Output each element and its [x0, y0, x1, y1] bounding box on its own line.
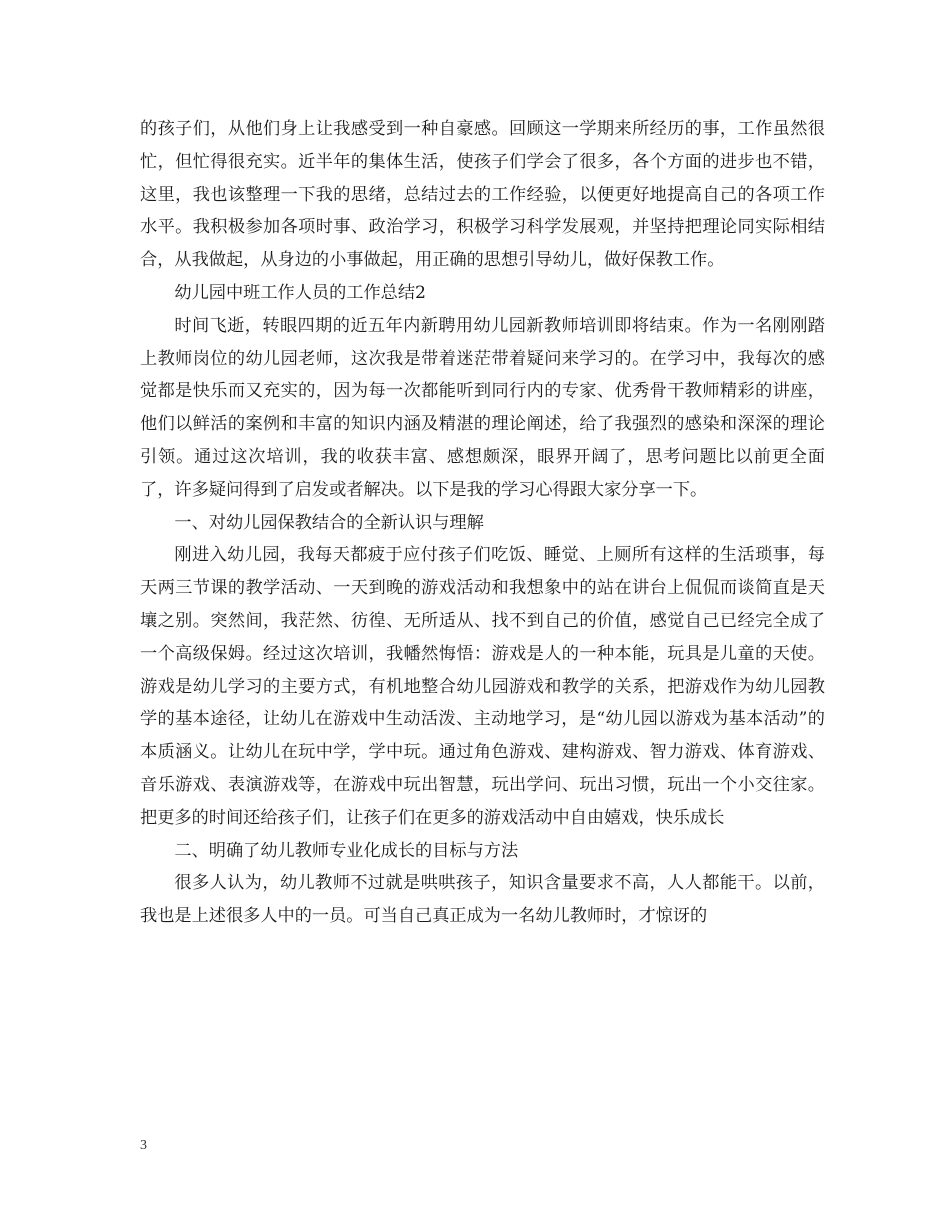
heading-professional-growth: 二、明确了幼儿教师专业化成长的目标与方法 — [174, 840, 519, 861]
paragraph-professional-growth: 很多人认为，幼儿教师不过就是哄哄孩子，知识含量要求不高，人人都能干。以前，我也是上述很多人中的一员。可当自己真正成为一名幼儿教师时，才惊讶的 — [140, 873, 825, 927]
paragraph-care-education: 刚进入幼儿园，我每天都疲于应付孩子们吃饭、睡觉、上厕所有这样的生活琐事，每天两三节课的教学活动、一天到晚的游戏活动和我想象中的站在讲台上侃侃而谈简直是天壤之别。突然间，我茫然、彷徨、无所适从、找不到自己的价值，感觉自己已经完全成了一个高级保姆。经过这次培训，我幡然悔悟：游戏是人的一种本能，玩具是儿童的天使。游戏是幼儿学习的主要方式，有机地整合幼儿园游戏和教学的关系，把游戏作为幼儿园教学的基本途径，让幼儿在游戏中生动活泼、主动地学习，是“幼儿园以游戏为基本活动”的本质涵义。让幼儿在玩中学，学中玩。通过角色游戏、建构游戏、智力游戏、体育游戏、音乐游戏、表演游戏等，在游戏中玩出智慧，玩出学问、玩出习惯，玩出一个小交往家。把更多的时间还给孩子们，让孩子们在更多的游戏活动中自由嬉戏，快乐成长 — [140, 545, 825, 828]
heading-care-education: 一、对幼儿园保教结合的全新认识与理解 — [174, 512, 484, 533]
document-body — [140, 113, 825, 933]
paragraph-continuation: 的孩子们，从他们身上让我感受到一种自豪感。回顾这一学期来所经历的事，工作虽然很忙，但忙得很充实。近半年的集体生活，使孩子们学会了很多，各个方面的进步也不错，这里，我也该整理一下我的思绪，总结过去的工作经验，以便更好地提高自己的各项工作水平。我积极参加各项时事、政治学习，积极学习科学发展观，并坚持把理论同实际相结合，从我做起，从身边的小事做起，用正确的思想引导幼儿，做好保教工作。 — [140, 119, 825, 271]
page-number: 3 — [140, 1138, 147, 1153]
paragraph-training-intro: 时间飞逝，转眼四期的近五年内新聘用幼儿园新教师培训即将结束。作为一名刚刚踏上教师岗位的幼儿园老师，这次我是带着迷茫带着疑问来学习的。在学习中，我每次的感觉都是快乐而又充实的，因为每一次都能听到同行内的专家、优秀骨干教师精彩的讲座，他们以鲜活的案例和丰富的知识内涵及精湛的理论阐述，给了我强烈的感染和深深的理论引领。通过这次培训，我的收获丰富、感想颇深，眼界开阔了，思考问题比以前更全面了，许多疑问得到了启发或者解决。以下是我的学习心得跟大家分享一下。 — [140, 315, 825, 500]
section-title-summary-2: 幼儿园中班工作人员的工作总结2 — [174, 282, 426, 303]
